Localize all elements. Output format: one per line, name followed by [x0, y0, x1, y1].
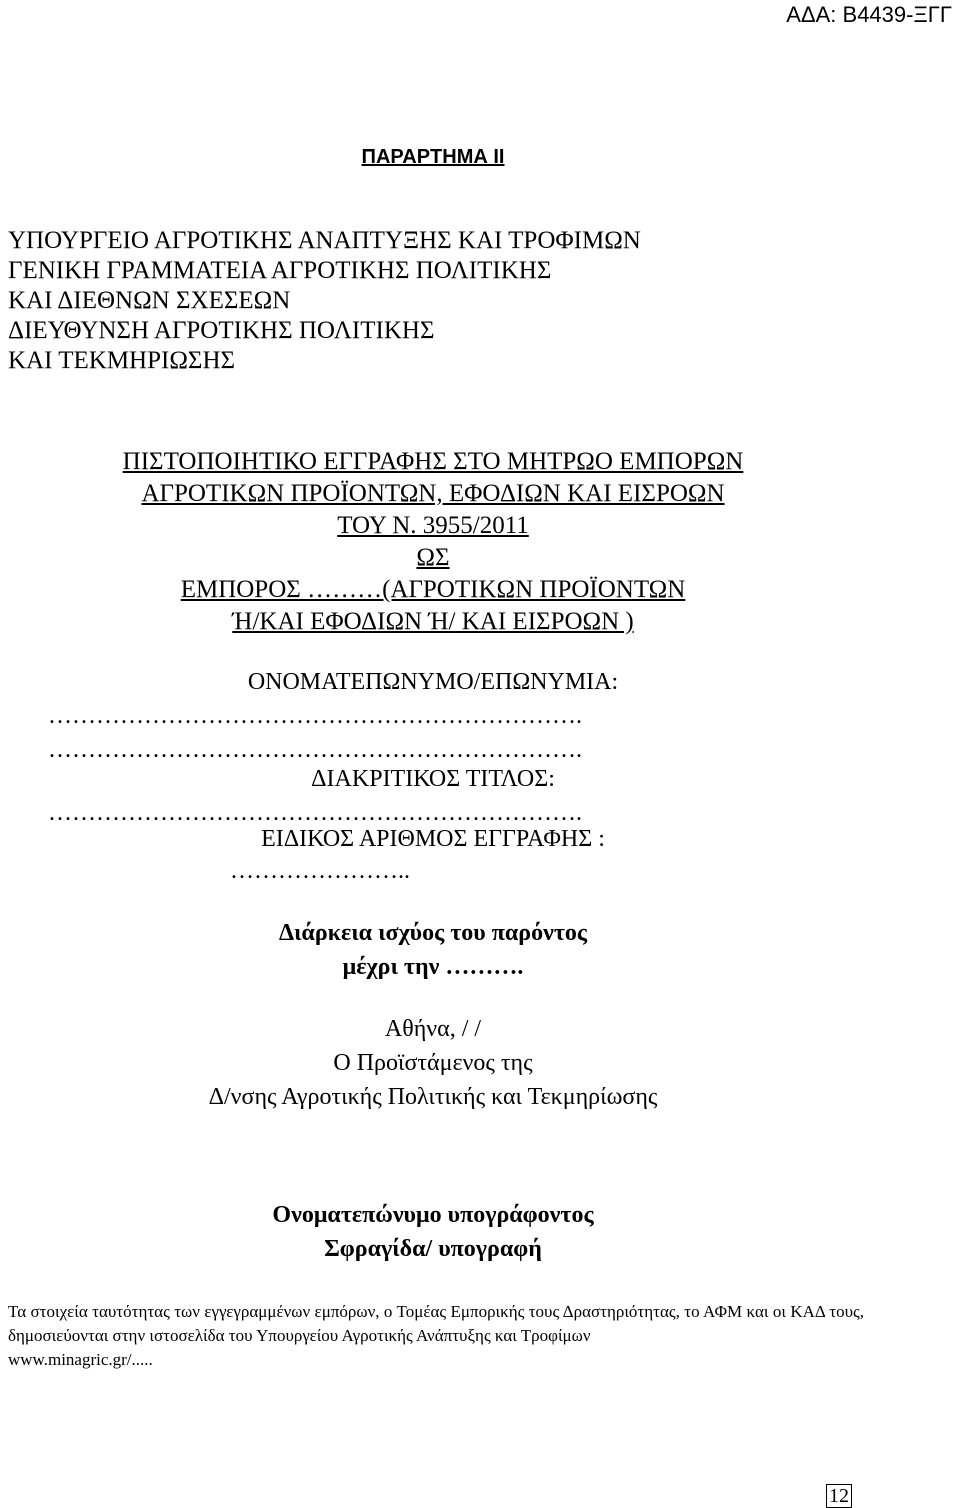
certificate-line: ΑΓΡΟΤΙΚΩΝ ΠΡΟΪΟΝΤΩΝ, ΕΦΟΔΙΩΝ ΚΑΙ ΕΙΣΡΟΩΝ [141, 480, 725, 507]
validity-line: μέχρι την ………. [342, 954, 524, 980]
registration-dots: ………………….. [230, 858, 410, 884]
validity-block [0, 916, 866, 984]
name-label: ΟΝΟΜΑΤΕΠΩΝΥΜΟ/ΕΠΩΝΥΜΙΑ: [247, 669, 619, 695]
ministry-block [8, 226, 641, 376]
title-label: ΔΙΑΚΡΙΤΙΚΟΣ ΤΙΤΛΟΣ: [311, 766, 555, 792]
certificate-line: ΤΟΥ Ν. 3955/2011 [337, 512, 529, 539]
certificate-title [0, 446, 866, 638]
footnote-text: Τα στοιχεία ταυτότητας των εγγεγραμμένων εμπόρων, ο Τομέας Εμπορικής τους Δραστηριότητας, το ΑΦΜ και οι ΚΑΔ τους, δημοσιεύονται στην ιστοσελίδα του Υπουργείου Αγροτικής Ανάπτυξης και Τροφίμων [8, 1302, 864, 1345]
footnote [8, 1300, 864, 1372]
ministry-line: ΚΑΙ ΔΙΕΘΝΩΝ ΣΧΕΣΕΩΝ [8, 287, 291, 314]
ministry-line: ΓΕΝΙΚΗ ΓΡΑΜΜΑΤΕΙΑ ΑΓΡΟΤΙΚΗΣ ΠΟΛΙΤΙΚΗΣ [8, 257, 552, 284]
signatory-department: Δ/νσης Αγροτικής Πολιτικής και Τεκμηρίωσης [208, 1084, 658, 1110]
certificate-line: ΠΙΣΤΟΠΟΙΗΤΙΚΟ ΕΓΓΡΑΦΗΣ ΣΤΟ ΜΗΤΡΩΟ ΕΜΠΟΡΩΝ [122, 448, 744, 475]
footnote-url: www.minagric.gr/..... [8, 1350, 153, 1369]
page-number: 12 [826, 1484, 852, 1508]
place-date: Αθήνα, / / [384, 1016, 482, 1042]
certificate-line: ΩΣ [416, 544, 450, 571]
title-dots: …………………………………………………………. [48, 800, 582, 826]
certificate-line: Ή/ΚΑΙ ΕΦΟΔΙΩΝ Ή/ ΚΑΙ ΕΙΣΡΟΩΝ ) [232, 608, 634, 635]
name-dots-1: …………………………………………………………. [48, 703, 582, 729]
signatory-role: Ο Προϊστάμενος της [333, 1050, 533, 1076]
ministry-line: ΔΙΕΥΘΥΝΣΗ ΑΓΡΟΤΙΚΗΣ ΠΟΛΙΤΙΚΗΣ [8, 317, 435, 344]
ministry-line: ΚΑΙ ΤΕΚΜΗΡΙΩΣΗΣ [8, 347, 236, 374]
seal-signature: Σφραγίδα/ υπογραφή [324, 1236, 542, 1262]
ministry-line: ΥΠΟΥΡΓΕΙΟ ΑΓΡΟΤΙΚΗΣ ΑΝΑΠΤΥΞΗΣ ΚΑΙ ΤΡΟΦΙΜΩΝ [8, 227, 641, 254]
annex-title: ΠΑΡΑΡΤΗΜΑ ΙΙ [361, 146, 505, 168]
registration-label: ΕΙΔΙΚΟΣ ΑΡΙΘΜΟΣ ΕΓΓΡΑΦΗΣ : [261, 826, 605, 852]
signature-block [0, 1012, 866, 1114]
validity-line: Διάρκεια ισχύος του παρόντος [278, 920, 588, 946]
certificate-line: ΕΜΠΟΡΟΣ ………(ΑΓΡΟΤΙΚΩΝ ΠΡΟΪΟΝΤΩΝ [180, 576, 686, 603]
name-dots-2: …………………………………………………………. [48, 737, 582, 763]
ada-header: ΑΔΑ: Β4439-ΞΓΓ [786, 2, 952, 27]
signer-name: Ονοματεπώνυμο υπογράφοντος [272, 1202, 594, 1228]
signer-block [0, 1198, 866, 1266]
